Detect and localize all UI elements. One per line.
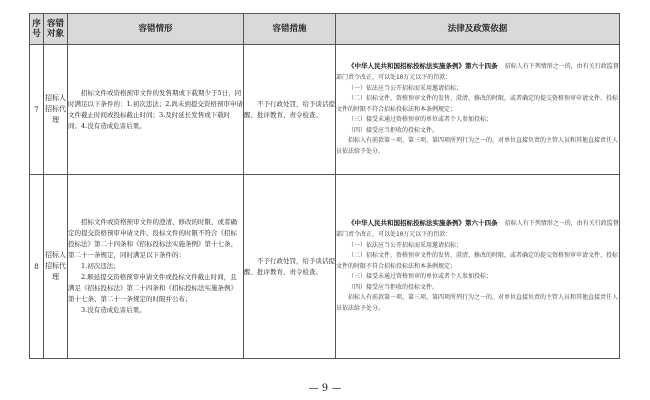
situation-text: 招标文件或资格预审文件的发售期或下载期少于5日，同时满足以下条件的：1.初次违法；2.尚未到提交资格预审申请文件截止时间或投标截止时间；3.及时延长发售或下载时间；4.没有造成危害后果。 <box>68 88 243 130</box>
measure-text: 不予行政处罚，给予谈话提醒、批评教育、责令检查。 <box>244 256 335 276</box>
row-number: 7 <box>30 45 44 175</box>
fault-tolerance-table <box>29 13 620 359</box>
situation-item: 2.顺延提交资格预审申请文件或投标文件截止时间，且满足《招标投标法》第二十四条和《招标投标法实施条例》第十七条、第二十一条规定的时限并公布； <box>68 273 237 303</box>
table-row <box>30 175 620 359</box>
situation-text: 招标文件或资格预审文件的澄清、修改的时限，或者确定的提交资格预审申请文件、投标文件的时限不符合《招标投标法》第二十四条和《招标投标法实施条例》第十七条、第二十一条规定，同时满足以下条件的： <box>68 218 237 259</box>
law-line: 招标人有下列情形之一的，由有关行政监督部门责令改正，可以处10万元以下的罚款： <box>336 220 619 238</box>
situation-item: 3.没有造成危害后果。 <box>81 306 146 314</box>
law-line: （二）招标文件、资格预审文件的发售、澄清、修改的时限，或者确定的提交资格预审申请文件、投标文件的时限不符合招标投标法和本条例规定； <box>336 95 619 113</box>
law-line: （三）接受未通过资格预审的单位或者个人参加投标； <box>348 273 493 281</box>
law-paragraph <box>336 218 619 240</box>
row-measure <box>244 45 336 175</box>
table-header-row <box>30 14 620 45</box>
row-object: 招标人招标代理 <box>44 45 68 175</box>
law-line: （四）接受应当拒收的投标文件。 <box>348 283 439 291</box>
table-row <box>30 45 620 175</box>
row-law <box>336 45 620 175</box>
law-title: 《中华人民共和国招标投标法实施条例》第六十四条 <box>348 62 498 71</box>
header-situation: 容错情形 <box>68 14 244 45</box>
law-line: （四）接受应当拒收的投标文件。 <box>348 126 439 134</box>
header-measure: 容错措施 <box>244 14 336 45</box>
law-line: （二）招标文件、资格预审文件的发售、澄清、修改的时限，或者确定的提交资格预审申请文件、投标文件的时限不符合招标投标法和本条例规定； <box>336 252 619 270</box>
law-title: 《中华人民共和国招标投标法实施条例》第六十四条 <box>348 219 498 228</box>
page-number: — 9 — <box>308 383 342 394</box>
law-line: 招标人有下列情形之一的，由有关行政监督部门责令改正，可以处10万元以下的罚款： <box>336 63 619 81</box>
row-measure <box>244 175 336 359</box>
law-paragraph <box>336 61 619 83</box>
row-law <box>336 175 620 359</box>
row-situation <box>68 175 244 359</box>
row-situation <box>68 45 244 175</box>
law-line: 招标人有前款第一项、第三项、第四项所列行为之一的，对单位直接负责的主管人员和其他直接责任人员依法给予处分。 <box>336 137 619 156</box>
law-line: 招标人有前款第一项、第三项、第四项所列行为之一的，对单位直接负责的主管人员和其他直接责任人员依法给予处分。 <box>336 294 619 313</box>
law-line: （一）依法应当公开招标而采用邀请招标； <box>348 84 463 92</box>
header-no: 序号 <box>30 14 44 45</box>
row-object: 招标人招标代理 <box>44 175 68 359</box>
header-law: 法律及政策依据 <box>336 14 620 45</box>
law-line: （一）依法应当公开招标而采用邀请招标； <box>348 241 463 249</box>
law-line: （三）接受未通过资格预审的单位或者个人参加投标； <box>348 116 493 124</box>
row-number: 8 <box>30 175 44 359</box>
measure-text: 不予行政处罚，给予谈话提醒、批评教育、责令检查。 <box>244 99 335 119</box>
situation-item: 1.初次违法； <box>81 262 120 270</box>
header-object: 容错对象 <box>44 14 68 45</box>
